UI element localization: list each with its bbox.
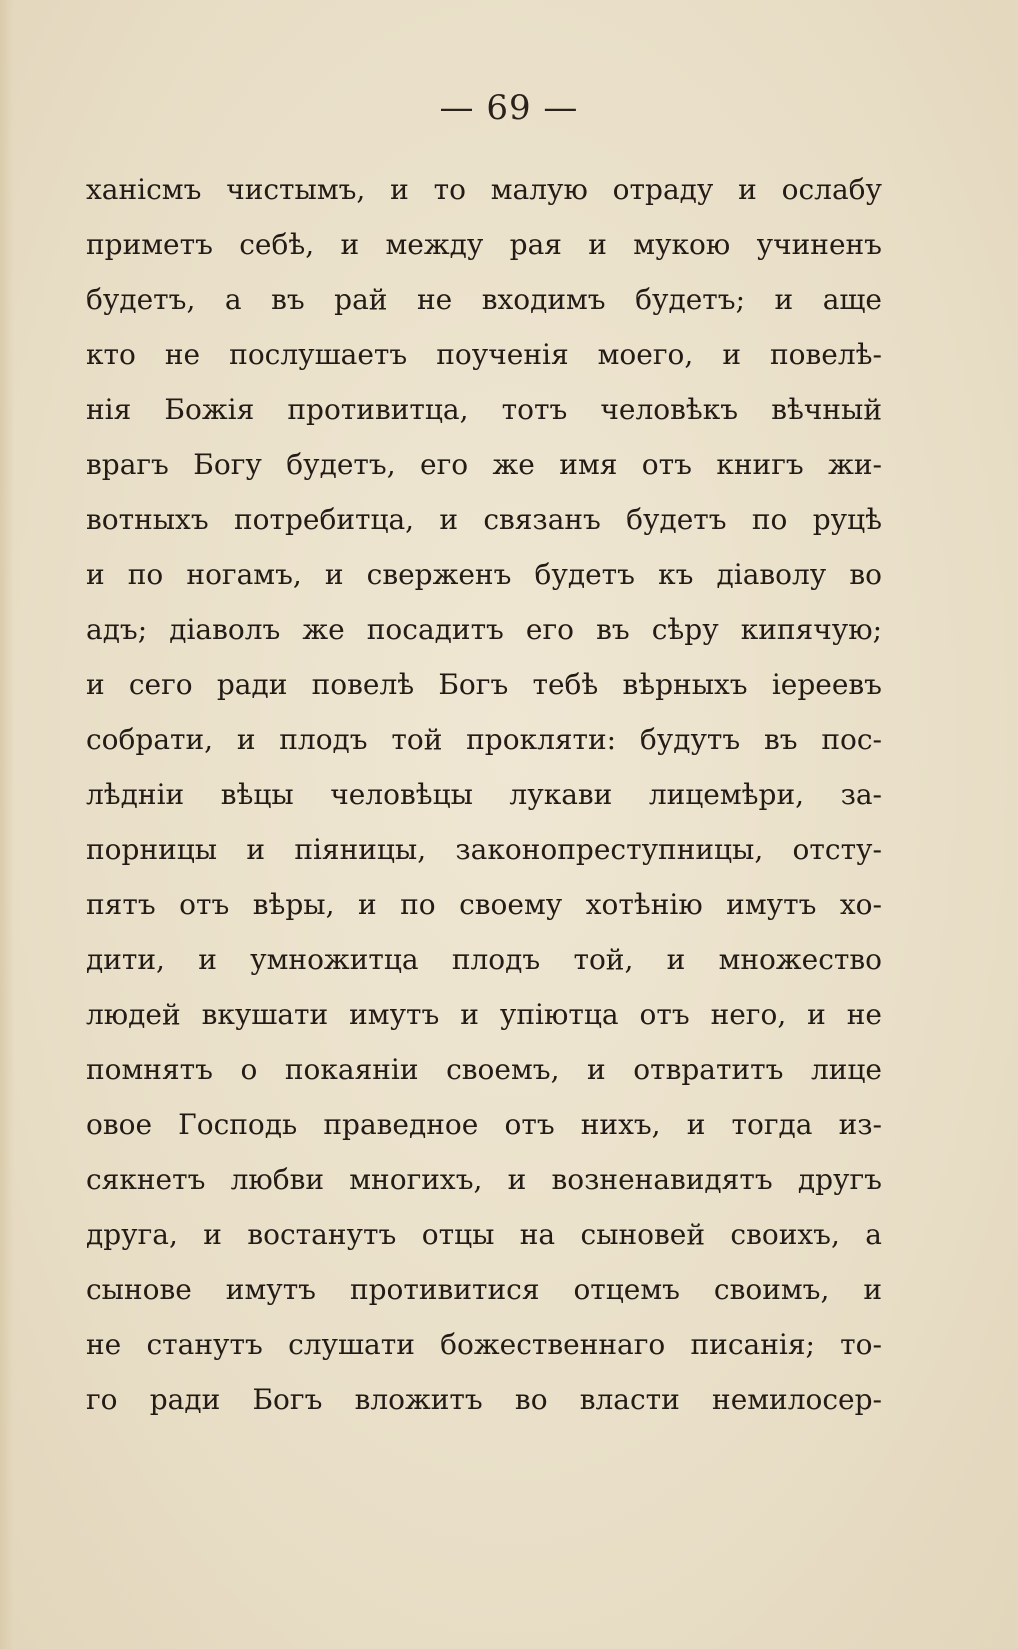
text-line: кто не послушаетъ поученія моего, и повелѣ- (86, 338, 882, 371)
text-line: друга, и востанутъ отцы на сыновей своихъ, а (86, 1218, 882, 1251)
gutter-shadow (0, 0, 14, 1649)
text-line: порницы и піяницы, законопреступницы, отсту- (86, 833, 882, 866)
text-line: нія Божія противитца, тотъ человѣкъ вѣчный (86, 393, 882, 426)
text-line: вотныхъ потребитца, и связанъ будетъ по руцѣ (86, 503, 882, 536)
text-line: лѣдніи вѣцы человѣцы лукави лицемѣри, за- (86, 778, 882, 811)
text-line: ханісмъ чистымъ, и то малую отраду и ослабу (86, 173, 882, 206)
text-line: пятъ отъ вѣры, и по своему хотѣнію имутъ хо- (86, 888, 882, 921)
text-line: сякнетъ любви многихъ, и возненавидятъ другъ (86, 1163, 882, 1196)
text-line: дити, и умножитца плодъ той, и множество (86, 943, 882, 976)
text-line: овое Господь праведное отъ нихъ, и тогда из- (86, 1108, 882, 1141)
page-number: — 69 — (439, 88, 579, 128)
text-line: будетъ, а въ рай не входимъ будетъ; и аще (86, 283, 882, 316)
text-line: собрати, и плодъ той прокляти: будутъ въ пос- (86, 723, 882, 756)
text-line: врагъ Богу будетъ, его же имя отъ книгъ жи- (86, 448, 882, 481)
text-line: го ради Богъ вложитъ во власти немилосер- (86, 1383, 882, 1416)
text-line: сынове имутъ противитися отцемъ своимъ, и (86, 1273, 882, 1306)
text-line: адъ; діаволъ же посадитъ его въ сѣру кипячую; (86, 613, 882, 646)
text-line: приметъ себѣ, и между рая и мукою учиненъ (86, 228, 882, 261)
text-line: людей вкушати имутъ и упіютца отъ него, и не (86, 998, 882, 1031)
text-line: не станутъ слушати божественнаго писанія; то- (86, 1328, 882, 1361)
body-text (86, 162, 882, 1427)
text-line: и по ногамъ, и сверженъ будетъ къ діаволу во (86, 558, 882, 591)
text-line: помнятъ о покаяніи своемъ, и отвратитъ лице (86, 1053, 882, 1086)
text-line: и сего ради повелѣ Богъ тебѣ вѣрныхъ іереевъ (86, 668, 882, 701)
